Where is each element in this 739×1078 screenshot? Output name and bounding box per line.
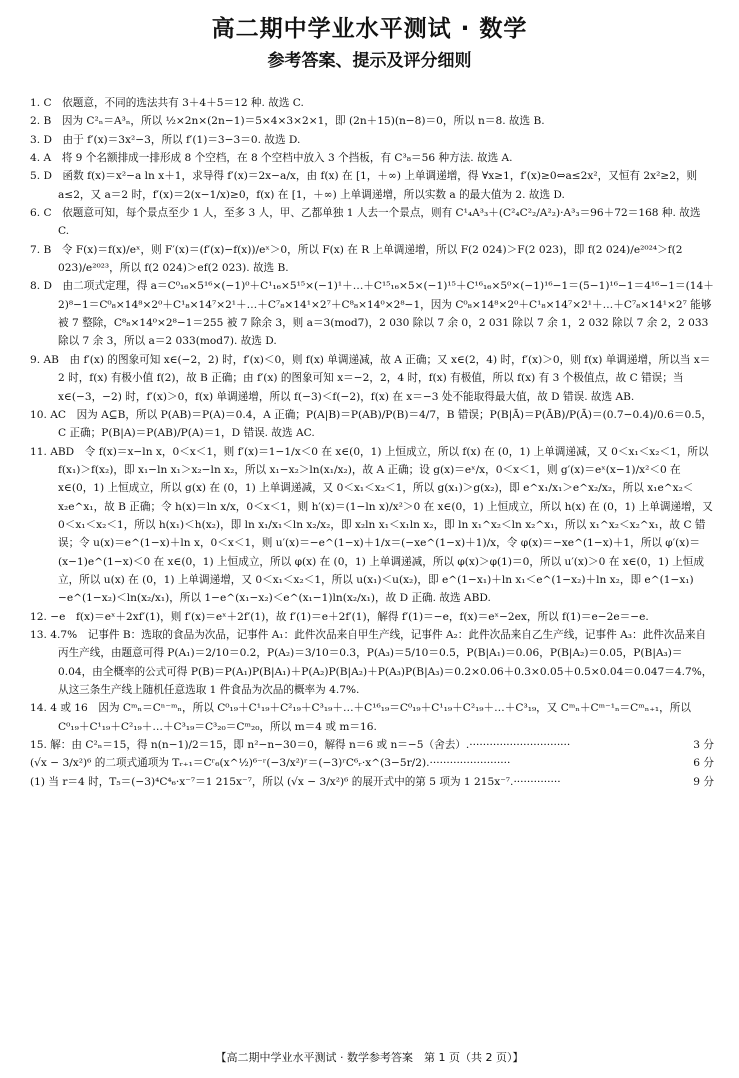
q15-line-3-text: (1) 当 r＝4 时，T₅＝(−3)⁴C⁴₆·x⁻⁷＝1 215x⁻⁷，所以 (√x − 3/x²)⁶ 的展开式中的第 5 项为 1 215x⁻⁷. bbox=[30, 775, 514, 788]
answer-item-8: 8. D 由二项式定理，得 a＝C⁰₁₆×5¹⁶×(−1)⁰＋C¹₁₆×5¹⁵×(−1)¹＋…＋C¹⁵₁₆×5×(−1)¹⁵＋C¹⁶₁₆×5⁰×(−1)¹⁶−1＝(5−1)¹⁶−1＝4¹⁶−1＝(14＋2)⁸−1＝C⁰₈×14⁸×2⁰＋C¹₈×14⁷×2¹＋…＋C⁷₈×14¹×2⁷＋C⁸₈×14⁰×2⁸−1，因为 C⁰₈×14⁸×2⁰＋C¹₈×14⁷×2¹＋…＋C⁷₈×14¹×2⁷ 能够被 7 整除，C⁸₈×14⁰×2⁸−1＝255 被 7 除余 3，则 a＝3(mod7)，2 030 除以 7 余 0，2 031 除以 7 余 1，2 032 除以 7 余 2，2 033 除以 7 余 3，所以 a＝2 033(mod7). 故选 D. bbox=[30, 280, 714, 348]
page-subtitle: 参考答案、提示及评分细则 bbox=[267, 51, 472, 71]
answer-item-1: 1. C 依题意，不同的选法共有 3＋4＋5＝12 种. 故选 C. bbox=[30, 97, 304, 109]
answer-item-7: 7. B 令 F(x)＝f(x)/eˣ，则 F′(x)＝(f′(x)−f(x))/eˣ＞0，所以 F(x) 在 R 上单调递增，所以 F(2 024)＞F(2 023)，即 f(2 024)/e²⁰²⁴＞f(2 023)/e²⁰²³，所以 f(2 024)＞ef(2 023). 故选 B. bbox=[30, 243, 683, 275]
answer-item-9: 9. AB 由 f′(x) 的图象可知 x∈(−2，2) 时，f′(x)＜0，则 f(x) 单调递减，故 A 正确；又 x∈(2，4) 时，f′(x)＞0，则 f(x) 单调递增，所以当 x＝2 时，f(x) 有极小值 f(2)，故 B 正确；由 f′(x) 的图象可知 x＝−2，2，4 时，f(x) 有极值，所以 f(x) 有 3 个极值点，故 C 错误；当 x∈(−3，−2) 时，f′(x)＞0，f(x) 单调递增，所以 f(−3)＜f(−2)，f(x) 在 x＝−3 处不能取得最大值，故 D 错误. 故选 AB. bbox=[30, 353, 711, 403]
answer-item-6: 6. C 依题意可知，每个景点至少 1 人，至多 3 人，甲、乙都单独 1 人去一个景点，则有 C¹₄A³₃＋(C²₄C²₂/A²₂)·A³₃＝96＋72＝168 种. 故选 C. bbox=[30, 207, 701, 238]
answer-body bbox=[30, 94, 714, 791]
q15-line-2-dots: ························ bbox=[429, 757, 511, 770]
q15-line-1-dots: ······························ bbox=[469, 739, 571, 752]
answer-item-14: 14. 4 或 16 因为 Cᵐₙ＝Cⁿ⁻ᵐₙ，所以 C⁰₁₉＋C¹₁₉＋C²₁₉＋C³₁₉＋…＋C¹⁶₁₉＝C⁰₁₉＋C¹₁₉＋C²₁₉＋…＋C³₁₉，又 Cᵐₙ＋Cᵐ⁻¹ₙ＝Cᵐₙ₊₁，所以 C⁰₁₉＋C¹₁₉＋C²₁₉＋…＋C³₁₉＝C³₂₀＝Cᵐ₂₀，所以 m＝4 或 m＝16. bbox=[30, 702, 691, 733]
q15-line-2-points: 6 分 bbox=[693, 757, 714, 770]
q15-line-2-text: (√x − 3/x²)⁶ 的二项式通项为 Tᵣ₊₁＝Cʳ₆(x^½)⁶⁻ʳ(−3/x²)ʳ＝(−3)ʳC⁶ᵣ·x^(3−5r/2). bbox=[30, 757, 430, 770]
page-footer: 【高二期中学业水平测试 · 数学参考答案 第 1 页（共 2 页）】 bbox=[215, 1051, 524, 1064]
q15-line-1 bbox=[30, 736, 714, 754]
q15-line-3-points: 9 分 bbox=[693, 775, 714, 788]
answer-item-13: 13. 4.7% 记事件 B：选取的食品为次品，记事件 A₁：此件次品来自甲生产线，记事件 A₂：此件次品来自乙生产线，记事件 A₃：此件次品来自丙生产线，由题意可得 P(A₁)＝2/10＝0.2，P(A₂)＝3/10＝0.3，P(A₃)＝5/10＝0.5，P(B|A₁)＝0.06，P(B|A₂)＝0.05，P(B|A₃)＝0.04，由全概率的公式可得 P(B)＝P(A₁)P(B|A₁)＋P(A₂)P(B|A₂)＋P(A₃)P(B|A₃)＝0.2×0.06＋0.3×0.05＋0.5×0.04＝0.047＝4.7%，从这三条生产线上随机任意选取 1 件食品为次品的概率为 4.7%. bbox=[30, 628, 713, 696]
answer-item-11: 11. ABD 令 f(x)＝x−ln x，0＜x＜1，则 f′(x)＝1−1/x＜0 在 x∈(0，1) 上恒成立，所以 f(x) 在 (0，1) 上单调递减，又 0＜x₁＜x₂＜1，所以 f(x₁)＞f(x₂)，即 x₁−ln x₁＞x₂−ln x₂，所以 x₁−x₂＞ln(x₁/x₂)，故 A 正确；设 g(x)＝eˣ/x，0＜x＜1，则 g′(x)＝eˣ(x−1)/x²＜0 在 x∈(0，1) 上恒成立，所以 g(x) 在 (0，1) 上单调递减，又 0＜x₁＜x₂＜1，所以 g(x₁)＞g(x₂)，即 e^x₁/x₁＞e^x₂/x₂，所以 x₁e^x₂＜x₂e^x₁，故 B 正确；令 h(x)＝ln x/x，0＜x＜1，则 h′(x)＝(1−ln x)/x²＞0 在 x∈(0，1) 上恒成立，所以 h(x) 在 (0，1) 上单调递增，又 0＜x₁＜x₂＜1，所以 h(x₁)＜h(x₂)，即 ln x₁/x₁＜ln x₂/x₂，即 x₂ln x₁＜x₁ln x₂，即 ln x₁^x₂＜ln x₂^x₁，所以 x₁^x₂＜x₂^x₁，故 C 错误；令 u(x)＝e^(1−x)＋ln x，0＜x＜1，则 u′(x)＝−e^(1−x)＋1/x＝(−xe^(1−x)＋1)/x，令 φ(x)＝−xe^(1−x)＋1，所以 φ′(x)＝(x−1)e^(1−x)＜0 在 x∈(0，1) 上恒成立，所以 φ(x) 在 (0，1) 上单调递减，所以 φ(x)＞φ(1)＝0，所以 u′(x)＞0 在 x∈(0，1) 上恒成立，所以 u(x) 在 (0，1) 上单调递增，又 0＜x₁＜x₂＜1，所以 u(x₁)＜u(x₂)，即 e^(1−x₁)＋ln x₁＜e^(1−x₂)＋ln x₂，即 e^(1−x₁)−e^(1−x₂)＜ln(x₂/x₁)，所以 1−e^(x₁−x₂)＜e^(x₁−1)ln(x₂/x₁)，故 D 正确. 故选 ABD. bbox=[30, 445, 713, 605]
page-title: 高二期中学业水平测试 · 数学 bbox=[211, 16, 528, 42]
q15-line-1-text: 15. 解：由 C²ₙ＝15，得 n(n−1)/2＝15，即 n²−n−30＝0，解得 n＝6 或 n＝−5（舍去）. bbox=[30, 739, 470, 752]
answer-item-2: 2. B 因为 C²ₙ＝A³ₙ，所以 ½×2n×(2n−1)＝5×4×3×2×1，即 (2n＋15)(n−8)＝0，所以 n＝8. 故选 B. bbox=[30, 115, 545, 128]
q15-line-3-dots: ·············· bbox=[513, 775, 561, 788]
q15-line-2 bbox=[30, 754, 714, 772]
q15-line-1-points: 3 分 bbox=[693, 739, 714, 752]
answer-item-5: 5. D 函数 f(x)＝x²−a ln x＋1，求导得 f′(x)＝2x−a/x，由 f(x) 在 [1，＋∞) 上单调递增，得 ∀x≥1，f′(x)≥0⇔a≤2x²，又恒有 2x²≥2，则 a≤2，又 a＝2 时，f′(x)＝2(x−1/x)≥0，f(x) 在 [1，＋∞) 上单调递增，所以实数 a 的最大值为 2. 故选 D. bbox=[30, 170, 698, 201]
answer-item-4: 4. A 将 9 个名额排成一排形成 8 个空档，在 8 个空档中放入 3 个挡板，有 C³₈＝56 种方法. 故选 A. bbox=[30, 152, 513, 165]
answer-item-3: 3. D 由于 f′(x)＝3x²−3，所以 f′(1)＝3−3＝0. 故选 D. bbox=[30, 133, 301, 146]
q15-line-3 bbox=[30, 773, 714, 791]
answer-item-10: 10. AC 因为 A⊆B，所以 P(AB)＝P(A)＝0.4，A 正确；P(A|B)＝P(AB)/P(B)＝4/7，B 错误；P(B|Ā)＝P(ĀB)/P(Ā)＝(0.7−0.4)/0.6＝0.5，C 正确；P(B|A)＝P(AB)/P(A)＝1，D 错误. 故选 AC. bbox=[30, 408, 712, 440]
answer-item-12: 12. −e f(x)＝eˣ＋2xf′(1)，则 f′(x)＝eˣ＋2f′(1)，故 f′(1)＝e＋2f′(1)，解得 f′(1)＝−e，f(x)＝eˣ−2ex，所以 f(1)＝e−2e＝−e. bbox=[30, 610, 649, 623]
